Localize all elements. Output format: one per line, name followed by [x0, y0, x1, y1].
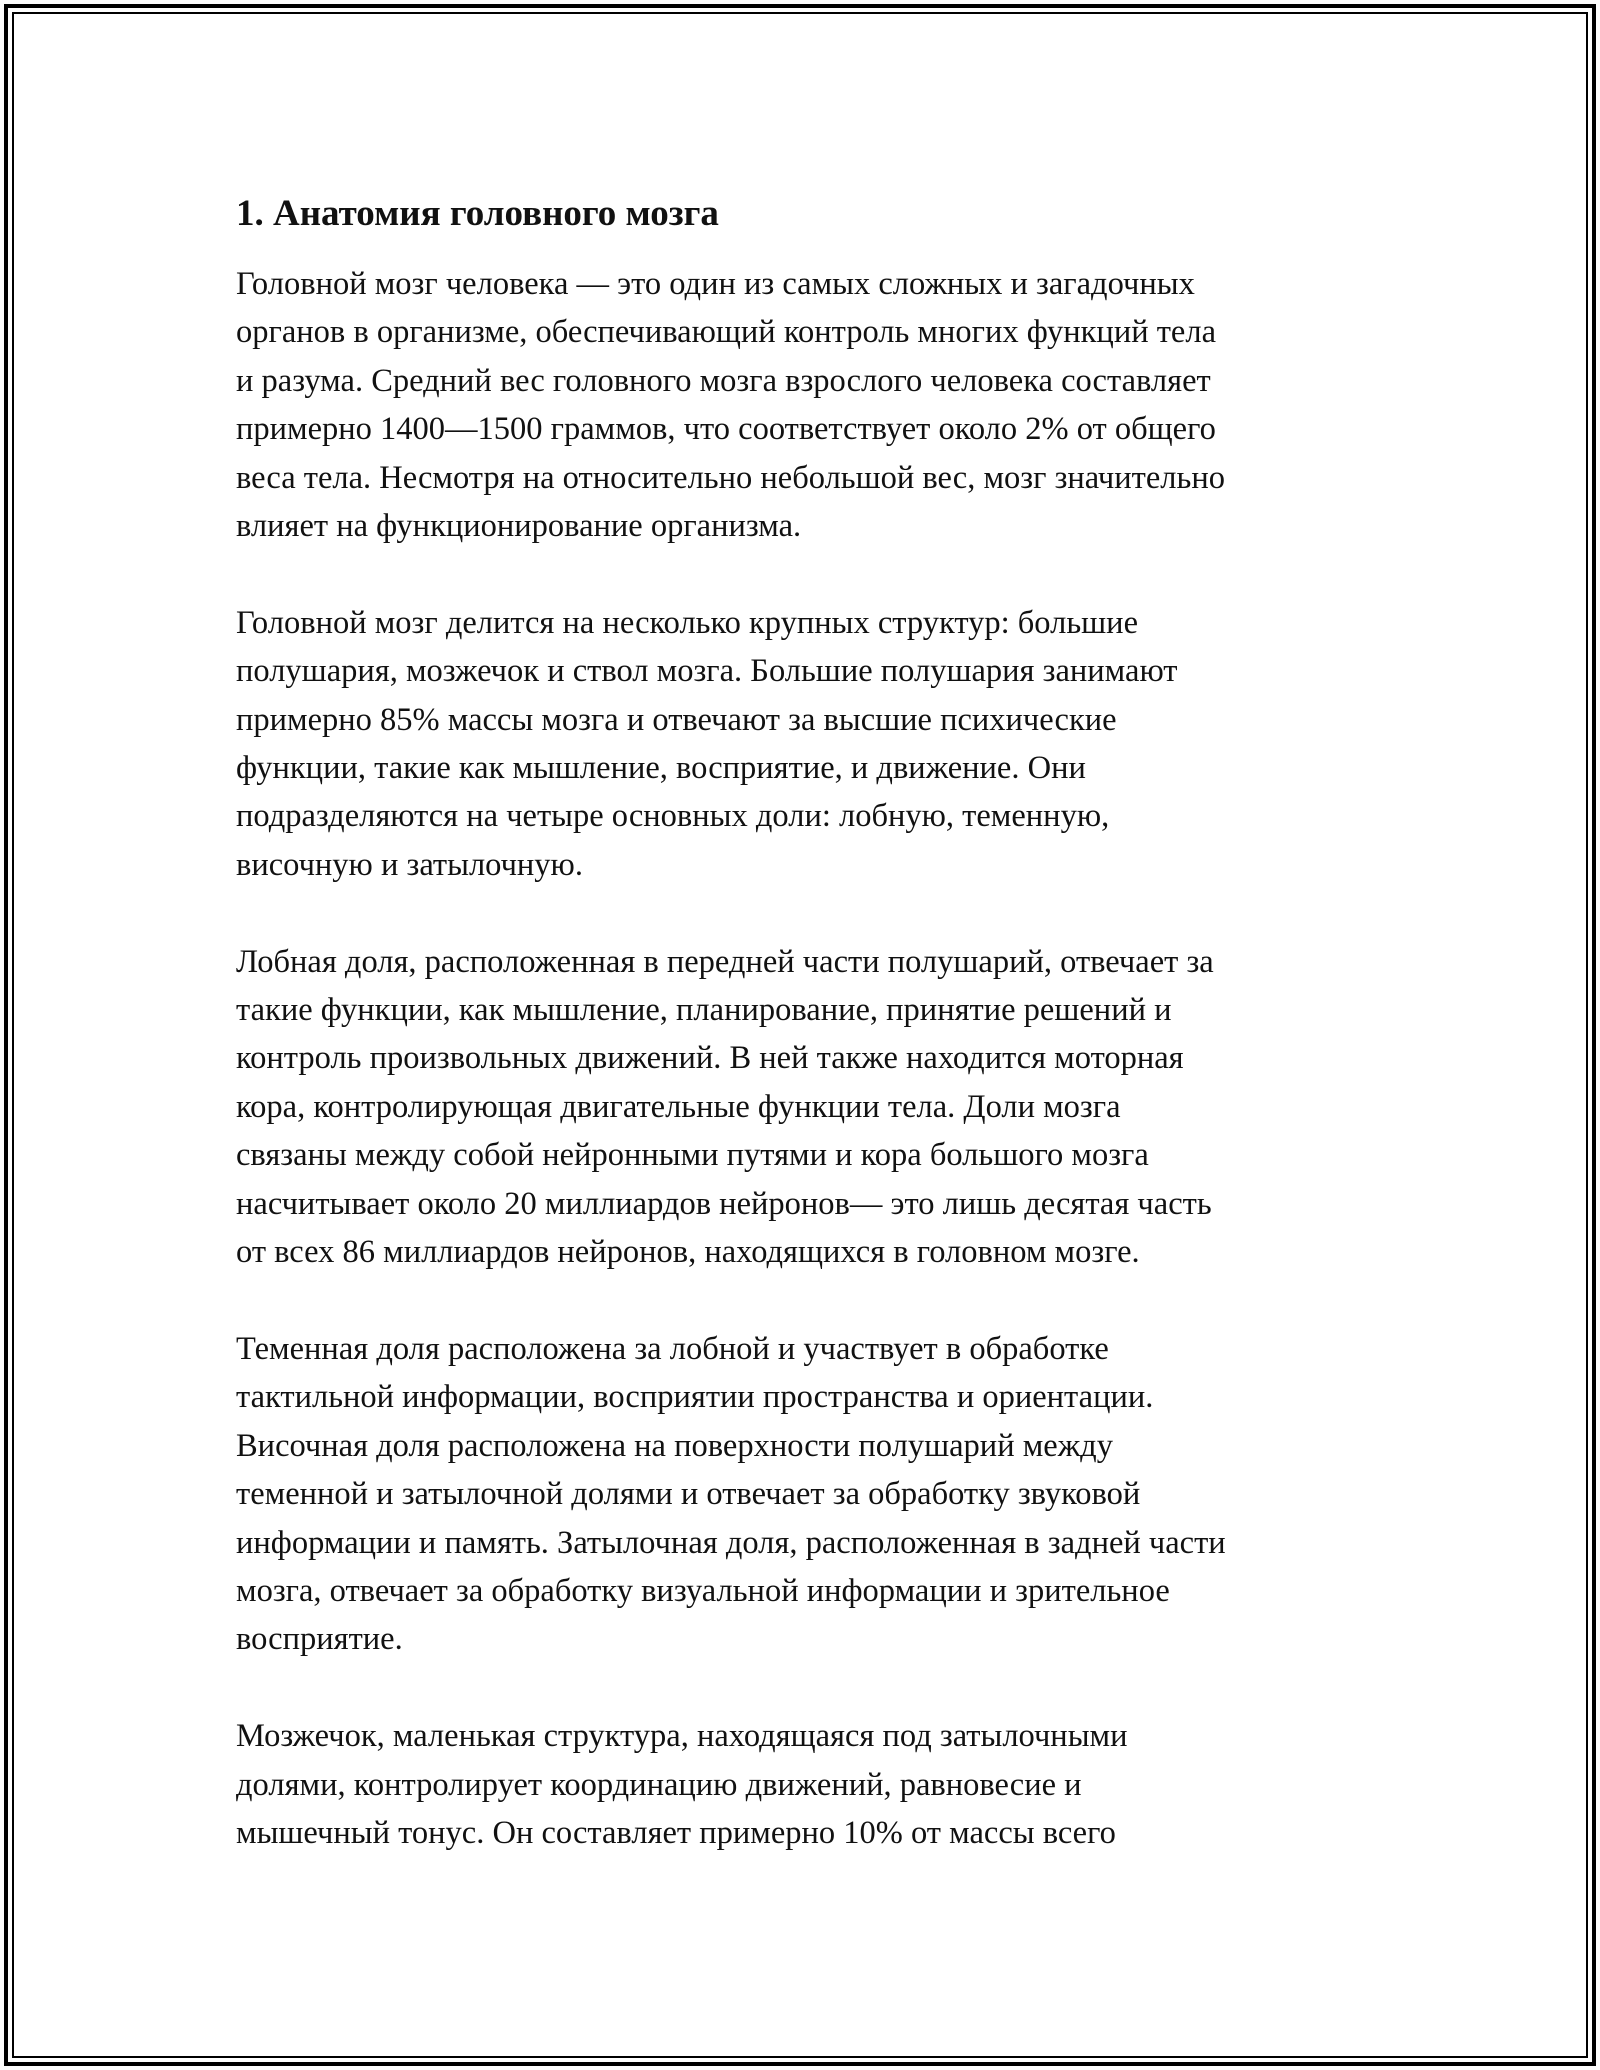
paragraph-4: [236, 1325, 1386, 1664]
section-heading: 1. Анатомия головного мозга: [236, 193, 719, 234]
text-line: подразделяются на четыре основных доли: лобную, теменную,: [236, 798, 1110, 835]
text-line: Височная доля расположена на поверхности полушарий между: [236, 1427, 1113, 1464]
text-line: мозга, отвечает за обработку визуальной информации и зрительное: [236, 1572, 1170, 1609]
paragraph-3: [236, 938, 1386, 1277]
text-line: теменной и затылочной долями и отвечает за обработку звуковой: [236, 1476, 1141, 1513]
text-line: примерно 85% массы мозга и отвечают за высшие психические: [236, 701, 1117, 738]
text-line: долями, контролирует координацию движений, равновесие и: [236, 1766, 1082, 1803]
text-line: восприятие.: [236, 1621, 403, 1658]
text-line: примерно 1400—1500 граммов, что соответствует около 2% от общего: [236, 411, 1216, 448]
text-line: Мозжечок, маленькая структура, находящаяся под затылочными: [236, 1718, 1128, 1755]
paragraph-5: [236, 1712, 1386, 1857]
text-line: органов в организме, обеспечивающий контроль многих функций тела: [236, 314, 1216, 351]
text-line: информации и память. Затылочная доля, расположенная в задней части: [236, 1524, 1226, 1561]
document-body: [236, 188, 1386, 1906]
text-line: Лобная доля, расположенная в передней части полушарий, отвечает за: [236, 943, 1214, 980]
text-line: Головной мозг человека — это один из самых сложных и загадочных: [236, 266, 1195, 302]
text-line: мышечный тонус. Он составляет примерно 10% от массы всего: [236, 1814, 1116, 1851]
text-line: Головной мозг делится на несколько крупных структур: большие: [236, 604, 1139, 641]
paragraph-1: [236, 260, 1386, 550]
text-line: тактильной информации, восприятии пространства и ориентации.: [236, 1379, 1154, 1416]
text-line: насчитывает около 20 миллиардов нейронов— это лишь десятая часть: [236, 1185, 1212, 1222]
paragraph-2: [236, 599, 1386, 889]
text-line: веса тела. Несмотря на относительно небольшой вес, мозг значительно: [236, 459, 1225, 496]
text-line: влияет на функционирование организма.: [236, 508, 802, 545]
text-line: от всех 86 миллиардов нейронов, находящихся в головном мозге.: [236, 1234, 1140, 1271]
text-line: контроль произвольных движений. В ней также находится моторная: [236, 1040, 1184, 1077]
text-line: височную и затылочную.: [236, 846, 583, 883]
text-line: функции, такие как мышление, восприятие, и движение. Они: [236, 750, 1086, 787]
text-line: и разума. Средний вес головного мозга взрослого человека составляет: [236, 362, 1211, 399]
text-line: кора, контролирующая двигательные функции тела. Доли мозга: [236, 1088, 1121, 1125]
text-line: полушария, мозжечок и ствол мозга. Большие полушария занимают: [236, 653, 1178, 690]
text-line: связаны между собой нейронными путями и кора большого мозга: [236, 1137, 1149, 1174]
text-line: Теменная доля расположена за лобной и участвует в обработке: [236, 1330, 1109, 1367]
text-line: такие функции, как мышление, планирование, принятие решений и: [236, 992, 1172, 1029]
